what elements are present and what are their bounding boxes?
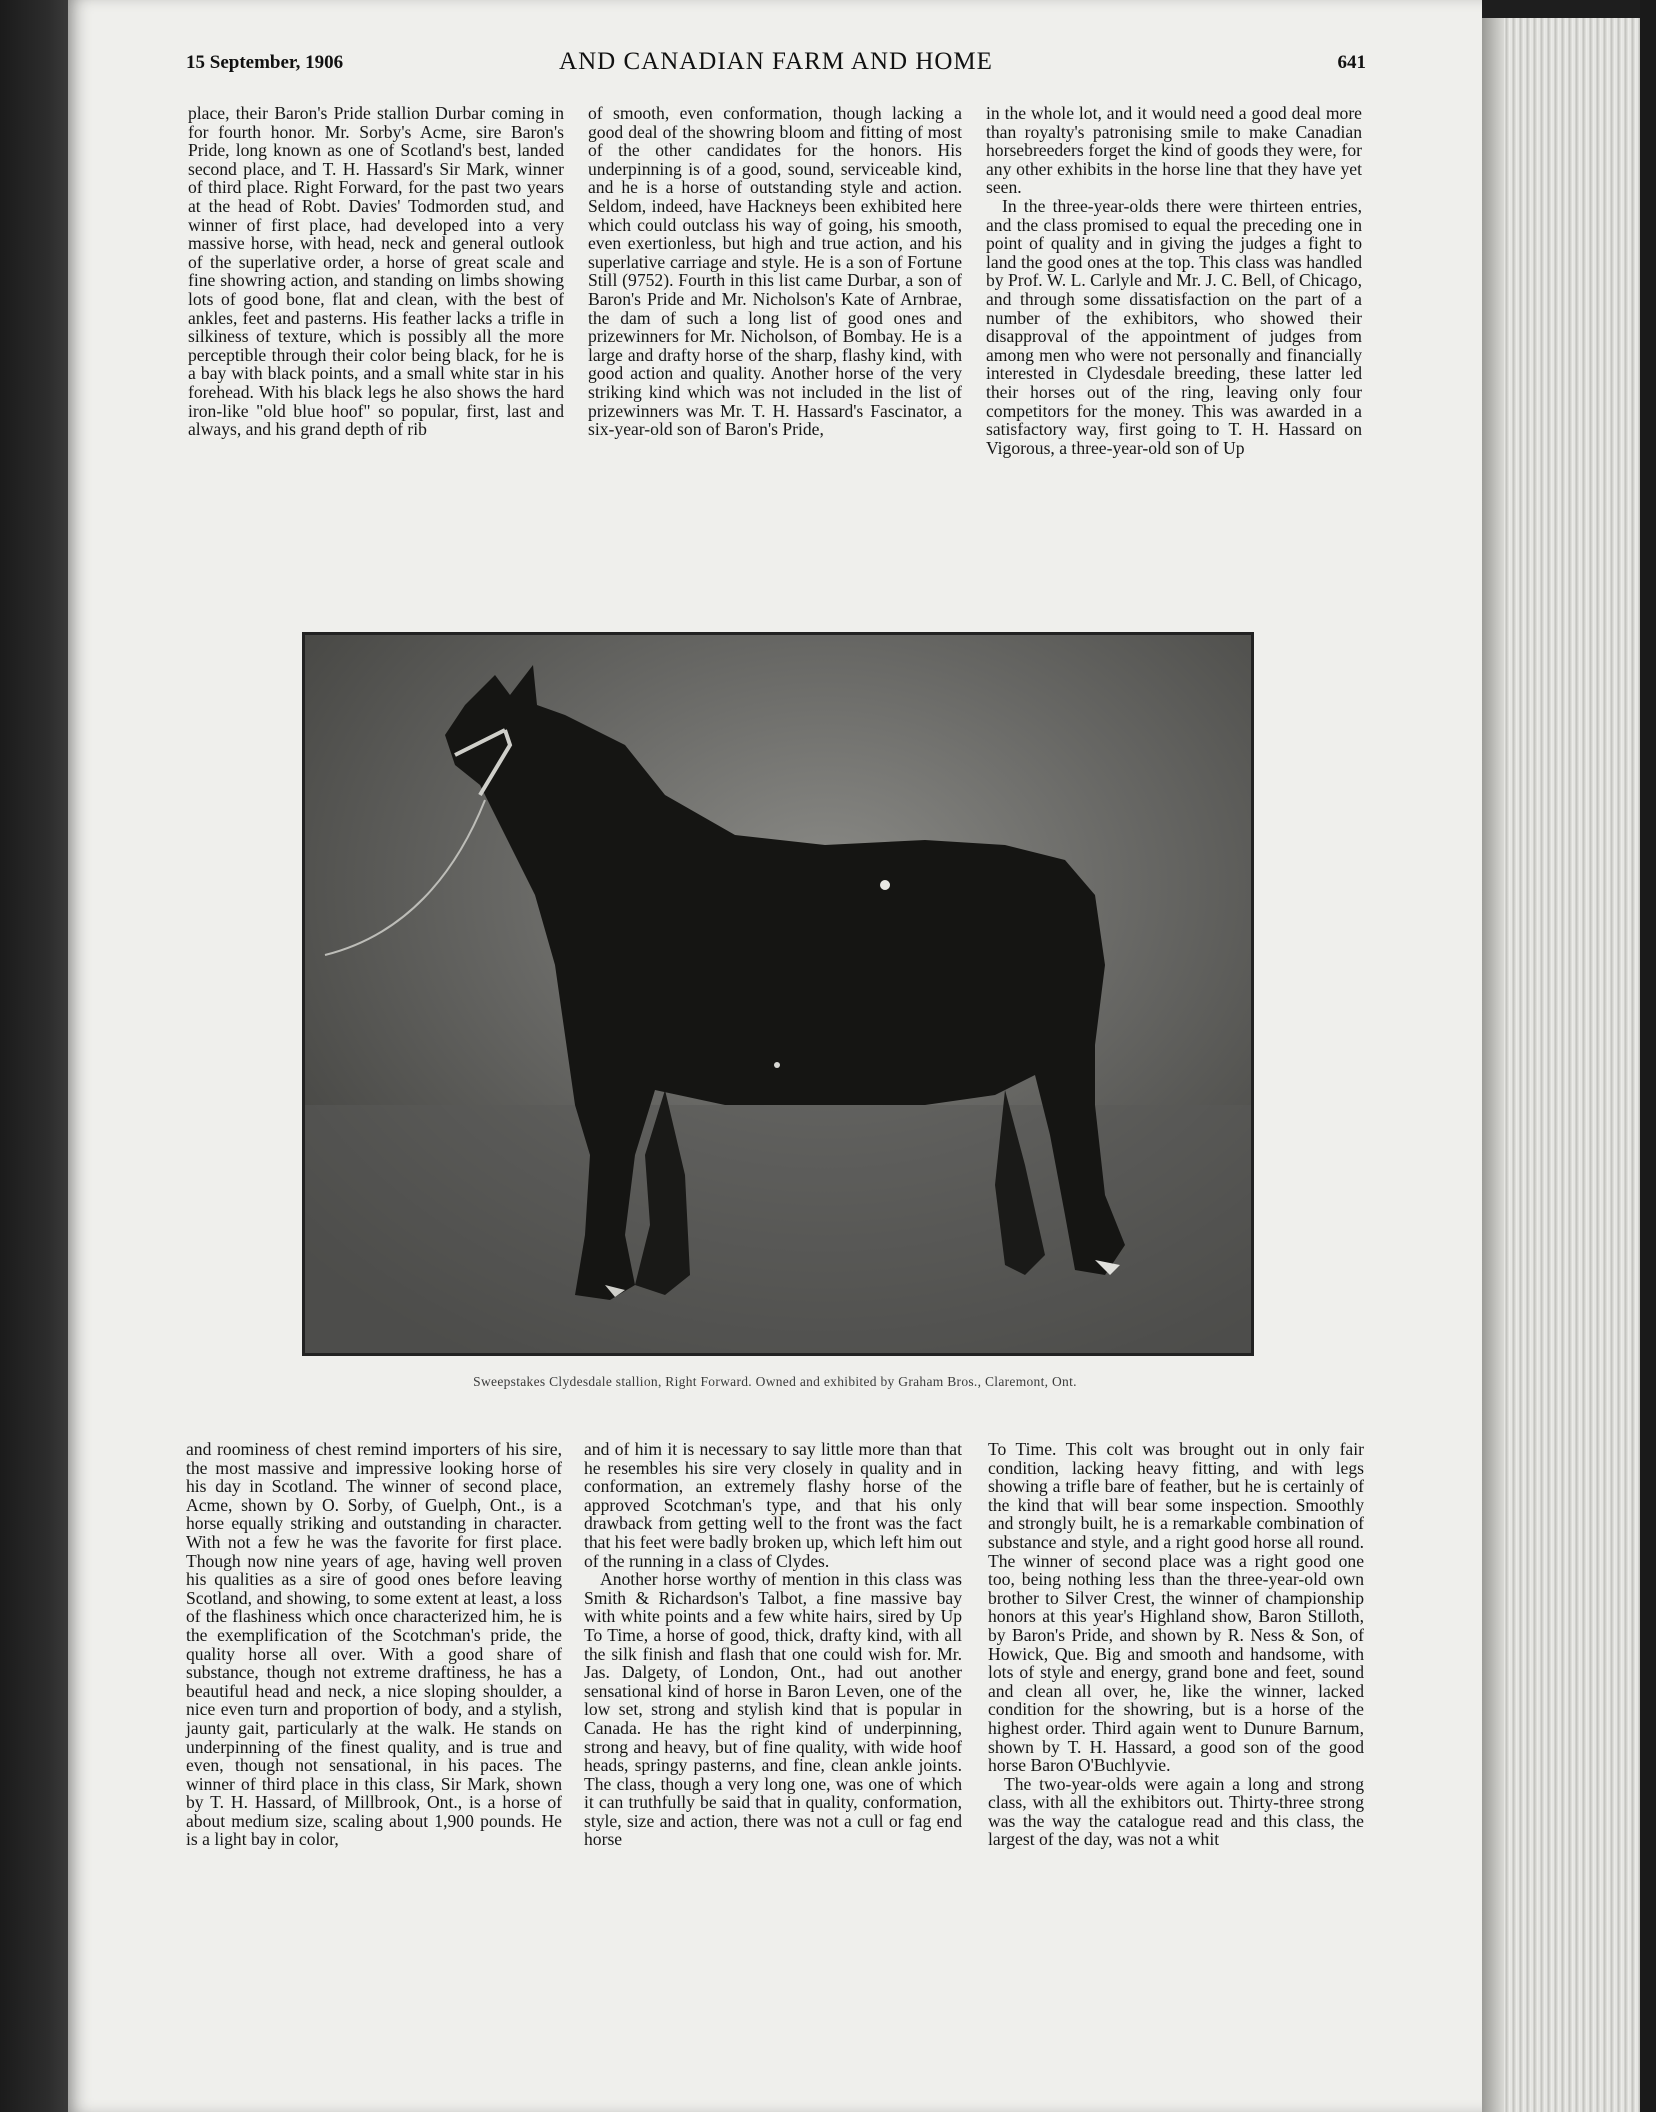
paragraph: To Time. This colt was brought out in only fair condition, lacking heavy fitting, and with legs showing a trifle bare of feather, but he is certainly of the kind that will bear some inspection. Smoothly and strongly built, he is a remarkable combination of substance and style, and a right good horse all round. The winner of second place was a right good one too, being nothing less than the three-year-old own brother to Silver Crest, the winner of championship honors at this year's Highland show, Baron Stilloth, by Baron's Pride, and shown by R. Ness & Son, of Howick, Que. Big and smooth and handsome, with lots of style and energy, grand bone and feet, sound and clean all over, he, like the winner, lacked condition for the showring, but is a horse of the highest order. Third again went to Dunure Barnum, shown by T. H. Hassard, a good son of the good horse Baron O'Buchlyvie. [988, 1439, 1364, 1776]
photo-caption: Sweepstakes Clydesdale stallion, Right Forward. Owned and exhibited by Graham Bros., Claremont, Ont. [473, 1374, 1077, 1389]
paragraph: and roominess of chest remind importers of his sire, the most massive and impressive looking horse of his day in Scotland. The winner of second place, Acme, shown by O. Sorby, of Guelph, Ont., is a horse equally striking and outstanding in character. With not a few he was the favorite for first place. Though now nine years of age, having well proven his qualities as a sire of good ones before leaving Scotland, and showing, to some extent at least, a loss of the flashiness which once characterized him, he is the exemplification of the Scotchman's pride, the quality horse all over. With a good share of substance, though not extreme draftiness, he has a beautiful head and neck, a nice sloping shoulder, a nice even turn and proportion of body, and a stylish, jaunty gait, particularly at the walk. He stands on underpinning of the finest quality, and is true and even, though not sensational, in his paces. The winner of third place in this class, Sir Mark, shown by T. H. Hassard, of Millbrook, Ont., is a horse of about medium size, scaling about 1,900 pounds. He is a light bay in color, [186, 1439, 562, 1850]
publication-title: AND CANADIAN FARM AND HOME [559, 48, 993, 75]
paragraph: The two-year-olds were again a long and strong class, with all the exhibitors out. Thirty-three strong was the way the catalogue read and this class, the largest of the day, was not a whit [988, 1773, 1364, 1850]
clydesdale-stallion-image [305, 635, 1251, 1353]
page-stack-top-shadow [1482, 0, 1656, 18]
article-column-4 [186, 1440, 562, 1849]
running-header [186, 48, 1366, 84]
page-number: 641 [1337, 52, 1366, 73]
paragraph: place, their Baron's Pride stallion Durbar coming in for fourth honor. Mr. Sorby's Acme, sire Baron's Pride, long known as one of Scotland's best, landed second place, and T. H. Hassard's Sir Mark, winner of third place. Right Forward, for the past two years at the head of Robt. Davies' Todmorden stud, and winner of first place, had developed into a very massive horse, with head, neck and general outlook of the superlative order, a horse of great scale and fine showring action, and standing on limbs showing lots of good bone, flat and clean, with the best of ankles, feet and pasterns. His feather lacks a trifle in silkiness of texture, which is possibly all the more perceptible through their color being black, for he is a bay with black points, and a small white star in his forehead. With his black legs he also shows the hard iron-like "old blue hoof" so popular, first, last and always, and his grand depth of rib [188, 103, 564, 440]
paragraph: and of him it is necessary to say little more than that he resembles his sire very closely in quality and in conformation, an extremely flashy horse of the approved Scotchman's type, and that his only drawback from getting well to the front was the fact that his feet were badly broken up, which left him out of the running in a class of Clydes. [584, 1439, 962, 1571]
scan-border-right [1640, 0, 1656, 2112]
paragraph: of smooth, even conformation, though lacking a good deal of the showring bloom and fitting of most of the other candidates for the honors. His underpinning is of a good, sound, serviceable kind, and he is a horse of outstanding style and action. Seldom, indeed, have Hackneys been exhibited here which could outclass his way of going, his smooth, even exertionless, but high and true action, and his superlative carriage and style. He is a son of Fortune Still (9752). Fourth in this list came Durbar, a son of Baron's Pride and Mr. Nicholson's Kate of Arnbrae, the dam of such a long list of good ones and prizewinners for Mr. Nicholson, of Bombay. He is a large and drafty horse of the sharp, flashy kind, with good action and quality. Another horse of the very striking kind which was not included in the list of prizewinners was Mr. T. H. Hassard's Fascinator, a six-year-old son of Baron's Pride, [588, 103, 962, 440]
paragraph: in the whole lot, and it would need a good deal more than royalty's patronising smile to make Canadian horsebreeders forget the kind of goods they were, for any other exhibits in the horse line that they have yet seen. [986, 103, 1362, 198]
paragraph: In the three-year-olds there were thirteen entries, and the class promised to equal the preceding one in point of quality and in giving the judges a fight to land the good ones at the top. This class was handled by Prof. W. L. Carlyle and Mr. J. C. Bell, of Chicago, and through some dissatisfaction on the part of a number of the exhibitors, who showed their disapproval of the appointment of judges from among men who were not personally and financially interested in Clydesdale breeding, these latter led their horses out of the ring, leaving only four competitors for the money. This was awarded in a satisfactory way, first going to T. H. Hassard on Vigorous, a three-year-old son of Up [986, 195, 1362, 458]
article-column-3 [986, 104, 1362, 457]
article-column-5 [584, 1440, 962, 1849]
horse-photograph [302, 632, 1254, 1356]
article-column-1 [188, 104, 564, 439]
paragraph: Another horse worthy of mention in this class was Smith & Richardson's Talbot, a fine massive bay with white points and a few white hairs, sired by Up To Time, a horse of good, thick, drafty kind, with all the silk finish and flash that one could wish for. Mr. Jas. Dalgety, of London, Ont., had out another sensational kind of horse in Baron Leven, one of the low set, strong and stylish kind that is popular in Canada. He has the right kind of underpinning, strong and heavy, but of fine quality, with wide hoof heads, springy pasterns, and fine, clean ankle joints. The class, though a very long one, was one of which it can truthfully be said that in quality, conformation, style, size and action, there was not a cull or fag end horse [584, 1569, 962, 1850]
article-column-2 [588, 104, 962, 439]
book-binding-gutter [0, 0, 68, 2112]
issue-date: 15 September, 1906 [186, 52, 344, 73]
article-column-6 [988, 1440, 1364, 1849]
page-stack-edges [1482, 0, 1656, 2112]
